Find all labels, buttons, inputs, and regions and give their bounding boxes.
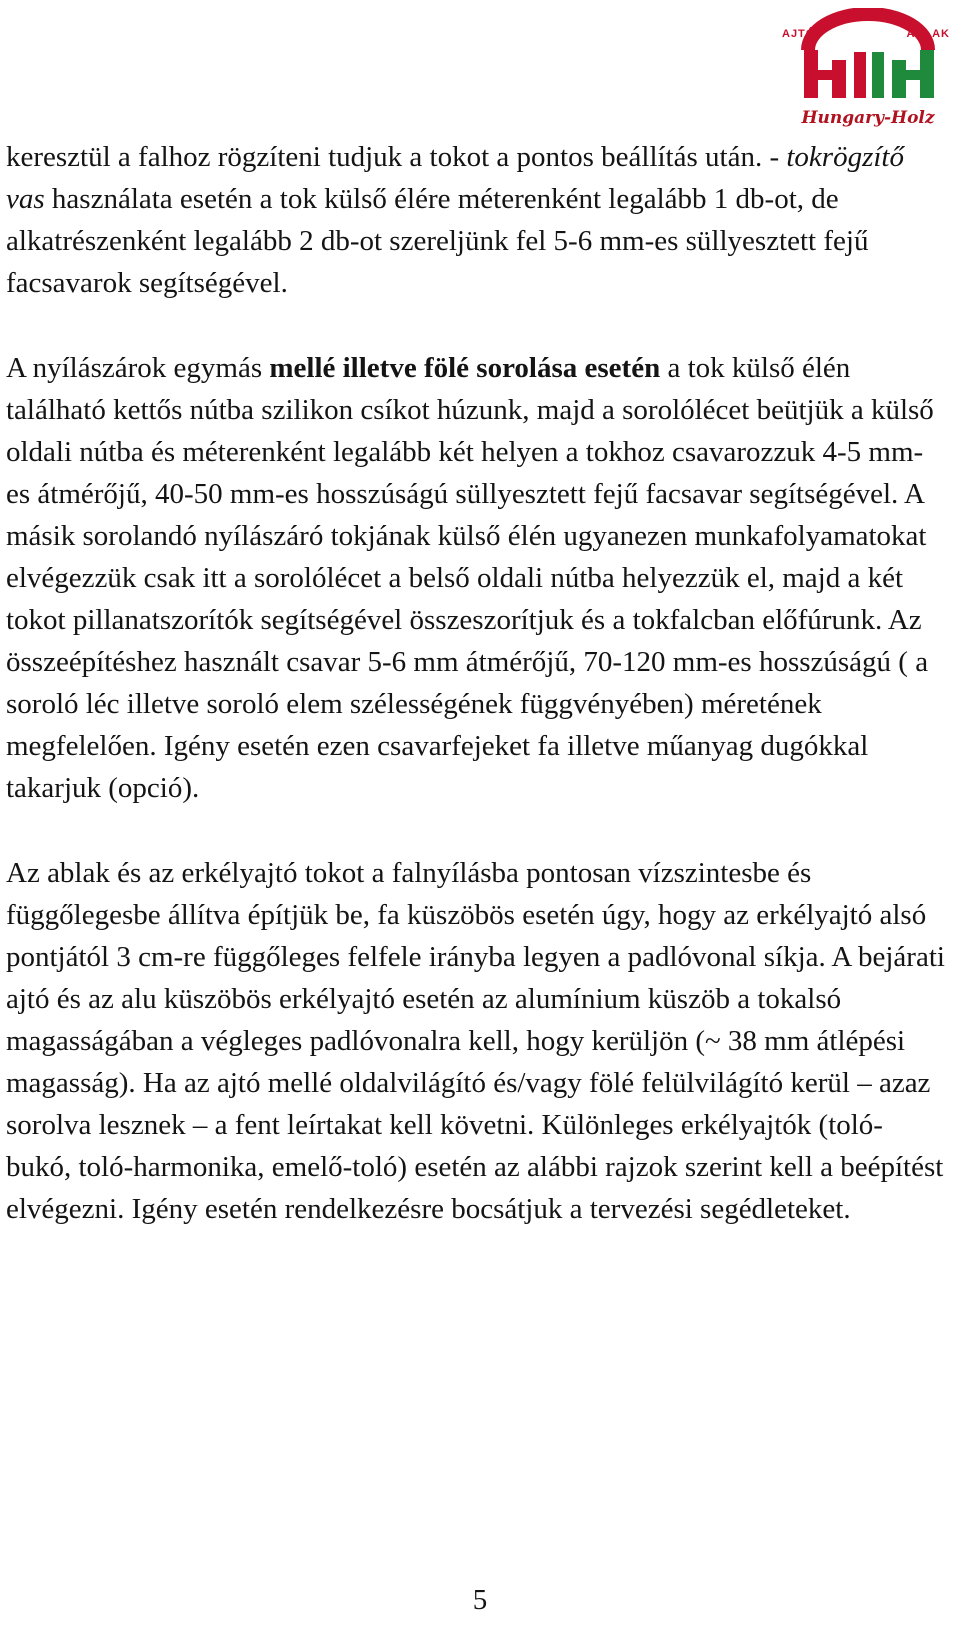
paragraph-text: keresztül a falhoz rögzíteni tudjuk a tokot a pontos beállítás után. - (6, 141, 787, 173)
paragraph-fixing (6, 136, 946, 304)
paragraph-text: a tok külső élén található kettős nútba szilikon csíkot húzunk, majd a sorolólécet beütjük a külső oldali nútba és méterenként legalább két helyen a tokhoz csavarozzuk 4-5 mm-es átmérőjű, 40-50 mm-es hosszúságú süllyesztett fejű facsavar segítségével. A másik sorolandó nyílászáró tokjának külső élén ugyanezen munkafolyamatokat elvégezzük csak itt a sorolólécet a belső oldali nútba helyezzük el, majd a két tokot pillanatszorítók segítségével összeszorítjuk és a tokfalcban előfúrunk. Az összeépítéshez használt csavar 5-6 mm átmérőjű, 70-120 mm-es hosszúságú ( a soroló léc illetve soroló elem szélességének függvényében) méretének megfelelően. Igény esetén ezen csavarfejeket fa illetve műanyag dugókkal takarjuk (opció). (6, 352, 934, 804)
company-logo (782, 8, 954, 130)
logo-word-ablak: ABLAK (906, 28, 950, 40)
emphasis-term: tokrögzítő vas (6, 141, 904, 215)
bold-phrase: mellé illetve fölé sorolása esetén (269, 352, 661, 384)
paragraph-coupling (6, 347, 946, 809)
logo-word-ajto: AJTÓ (782, 28, 816, 40)
paragraph-text: A nyílászárok egymás (6, 352, 270, 384)
page-number: 5 (472, 1584, 488, 1616)
document-body (6, 136, 946, 1273)
logo-brand-name: Hungary-Holz (801, 108, 935, 128)
door-window-emblem-icon (782, 8, 954, 108)
paragraph-text: használata esetén a tok külső élére méterenként legalább 1 db-ot, de alkatrészenként legalább 2 db-ot szereljünk fel 5-6 mm-es süllyesztett fejű facsavarok segítségével. (6, 183, 869, 299)
paragraph-installation: Az ablak és az erkélyajtó tokot a falnyílásba pontosan vízszintesbe és függőlegesbe állítva építjük be, fa küszöbös esetén úgy, hogy az erkélyajtó alsó pontjától 3 cm-re függőleges felfele irányba legyen a padlóvonal síkja. A bejárati ajtó és az alu küszöbös erkélyajtó esetén az alumínium küszöb a tokalsó magasságában a végleges padlóvonalra kell, hogy kerüljön (~ 38 mm átlépési magasság). Ha az ajtó mellé oldalvilágító és/vagy fölé felülvilágító kerül – azaz sorolva lesznek – a fent leírtakat kell követni. Különleges erkélyajtók (toló-bukó, toló-harmonika, emelő-toló) esetén az alábbi rajzok szerint kell a beépítést elvégezni. Igény esetén rendelkezésre bocsátjuk a tervezési segédleteket. (6, 857, 945, 1225)
